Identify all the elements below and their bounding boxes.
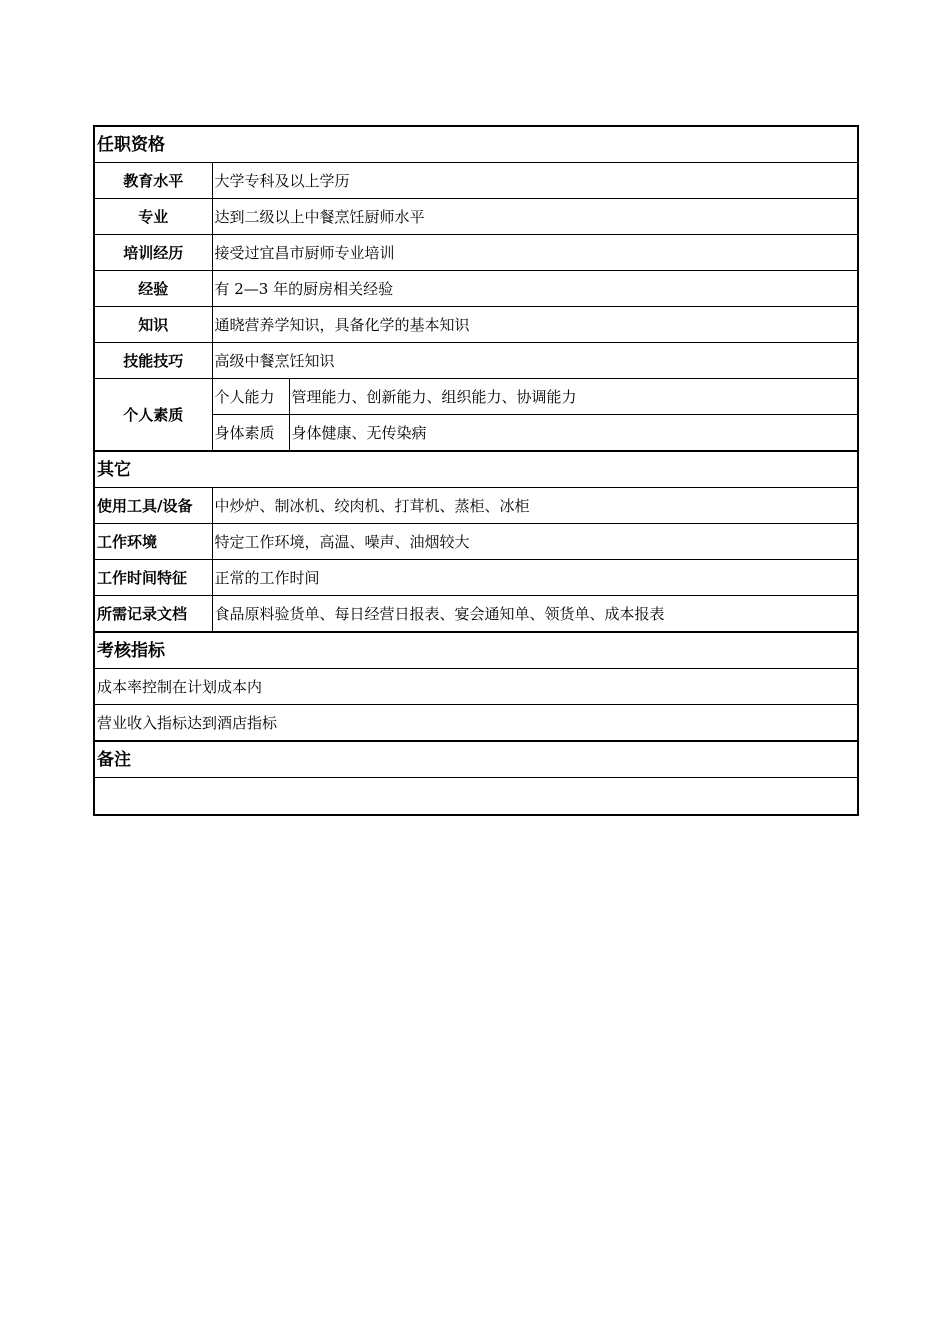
row-label-documents: 所需记录文档 bbox=[94, 596, 212, 633]
table-row bbox=[94, 560, 858, 596]
table-row bbox=[94, 307, 858, 343]
row-label-experience: 经验 bbox=[94, 271, 212, 307]
row-value-knowledge: 通晓营养学知识，具备化学的基本知识 bbox=[212, 307, 858, 343]
row-value-training: 接受过宜昌市厨师专业培训 bbox=[212, 235, 858, 271]
section-header-remarks bbox=[94, 741, 858, 778]
table-row bbox=[94, 488, 858, 524]
row-value-tools: 中炒炉、制冰机、绞肉机、打茸机、蒸柜、冰柜 bbox=[212, 488, 858, 524]
table-row bbox=[94, 235, 858, 271]
row-label-environment: 工作环境 bbox=[94, 524, 212, 560]
table-row bbox=[94, 199, 858, 235]
remarks-value bbox=[94, 778, 858, 816]
row-label-work-hours: 工作时间特征 bbox=[94, 560, 212, 596]
row-label-education: 教育水平 bbox=[94, 163, 212, 199]
kpi-item-revenue: 营业收入指标达到酒店指标 bbox=[94, 705, 858, 742]
row-value-major: 达到二级以上中餐烹饪厨师水平 bbox=[212, 199, 858, 235]
row-label-tools: 使用工具/设备 bbox=[94, 488, 212, 524]
table-row bbox=[94, 379, 858, 415]
table-row bbox=[94, 705, 858, 742]
row-label-personal-quality: 个人素质 bbox=[94, 379, 212, 452]
table-row bbox=[94, 343, 858, 379]
section-header-other bbox=[94, 451, 858, 488]
table-row bbox=[94, 778, 858, 816]
row-label-skills: 技能技巧 bbox=[94, 343, 212, 379]
row-value-experience: 有 2—3 年的厨房相关经验 bbox=[212, 271, 858, 307]
row-value-education: 大学专科及以上学历 bbox=[212, 163, 858, 199]
row-value-environment: 特定工作环境，高温、噪声、油烟较大 bbox=[212, 524, 858, 560]
table-row bbox=[94, 163, 858, 199]
sub-value-physical: 身体健康、无传染病 bbox=[289, 415, 858, 452]
section-header-kpi bbox=[94, 632, 858, 669]
row-label-major: 专业 bbox=[94, 199, 212, 235]
table-row bbox=[94, 669, 858, 705]
section-title-other: 其它 bbox=[94, 451, 858, 488]
section-header-qualifications bbox=[94, 126, 858, 163]
table-row bbox=[94, 596, 858, 633]
section-title-remarks: 备注 bbox=[94, 741, 858, 778]
sub-label-ability: 个人能力 bbox=[212, 379, 289, 415]
row-value-skills: 高级中餐烹饪知识 bbox=[212, 343, 858, 379]
table-row bbox=[94, 524, 858, 560]
job-description-table bbox=[93, 125, 859, 816]
table-row bbox=[94, 271, 858, 307]
section-title-kpi: 考核指标 bbox=[94, 632, 858, 669]
row-value-work-hours: 正常的工作时间 bbox=[212, 560, 858, 596]
row-label-training: 培训经历 bbox=[94, 235, 212, 271]
sub-label-physical: 身体素质 bbox=[212, 415, 289, 452]
section-title-qualifications: 任职资格 bbox=[94, 126, 858, 163]
row-value-documents: 食品原料验货单、每日经营日报表、宴会通知单、领货单、成本报表 bbox=[212, 596, 858, 633]
sub-value-ability: 管理能力、创新能力、组织能力、协调能力 bbox=[289, 379, 858, 415]
kpi-item-cost: 成本率控制在计划成本内 bbox=[94, 669, 858, 705]
row-label-knowledge: 知识 bbox=[94, 307, 212, 343]
